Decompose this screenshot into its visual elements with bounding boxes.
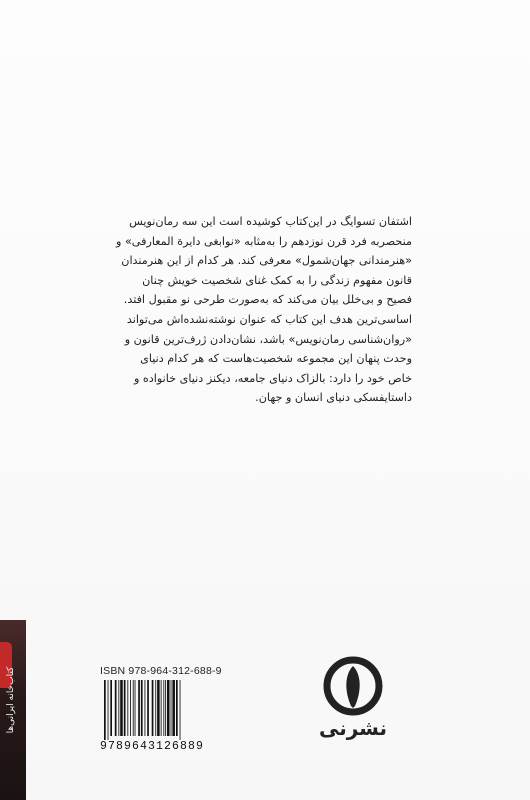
barcode-bar	[167, 680, 170, 736]
edge-note-text: کتاب‌خانه ایرانی‌ها	[6, 666, 16, 734]
blurb-line: اساسی‌ترین هدف این کتاب که عنوان نوشته‌نشده‌اش می‌تواند	[126, 312, 412, 326]
blurb-line: خاص خود را دارد: بالزاک دنیای جامعه، دیکنز دنیای خانواده و	[133, 371, 412, 385]
barcode-bar	[165, 680, 166, 736]
back-cover-blurb	[100, 212, 412, 408]
barcode-icon	[100, 680, 222, 742]
barcode-bar	[110, 680, 112, 736]
barcode-bar	[180, 680, 181, 740]
barcode-bar	[176, 680, 178, 736]
isbn-block	[100, 665, 222, 753]
blurb-line: «روان‌شناسی رمان‌نویس» باشد، نشان‌دادن ژرف‌ترین قانون و	[124, 332, 412, 346]
barcode-bar	[147, 680, 149, 736]
blurb-line: وحدت پنهان این مجموعه شخصیت‌هاست که هر کدام دنیای	[140, 352, 412, 366]
publisher-name: نشرنی	[318, 716, 388, 740]
barcode-bar	[115, 680, 117, 736]
barcode-bar	[127, 680, 128, 736]
barcode-bar	[161, 680, 162, 736]
blurb-line: فصیح و بی‌خلل بیان می‌کند که به‌صورت طرحی نو مقبول افتد.	[123, 293, 412, 307]
barcode-bar	[163, 680, 164, 736]
barcode-bar	[120, 680, 123, 736]
barcode-bar	[104, 680, 106, 740]
blurb-line: قانون مفهوم زندگی را به کمک غنای شخصیت خویش‌ چنان	[142, 273, 412, 287]
barcode-bar	[155, 680, 156, 736]
barcode-bar	[108, 680, 109, 740]
barcode-bar	[145, 680, 146, 736]
barcode-bar	[157, 680, 160, 736]
blurb-line: اشتفان تسوایگ در این‌کتاب کوشیده است این سه رمان‌نویس	[129, 215, 412, 228]
blurb-line: منحصربه فرد قرن نوزدهم را به‌مثابه «نوابغی دایرة المعارفی» و	[116, 234, 412, 248]
barcode-bar	[133, 680, 134, 736]
barcode-bar	[118, 680, 119, 736]
barcode-bar	[152, 680, 154, 736]
edge-handwritten-note	[6, 640, 20, 760]
barcode-bar	[172, 680, 175, 736]
barcode-bar	[124, 680, 126, 736]
barcode-digits: 9789643126889	[100, 740, 205, 753]
barcode-bar	[130, 680, 131, 736]
barcode-bar	[141, 680, 143, 736]
blurb-line: داستایفسکی دنیای انسان و جهان.	[255, 391, 412, 405]
barcode-bar	[135, 680, 136, 736]
barcode-bar	[138, 680, 140, 736]
barcode-bar	[171, 680, 172, 736]
isbn-label: ISBN 978-964-312-688-9	[100, 665, 222, 677]
blurb-line: «هنرمندانی جهان‌شمول» معرفی کند. هر کدام از این هنرمندان	[121, 254, 412, 268]
